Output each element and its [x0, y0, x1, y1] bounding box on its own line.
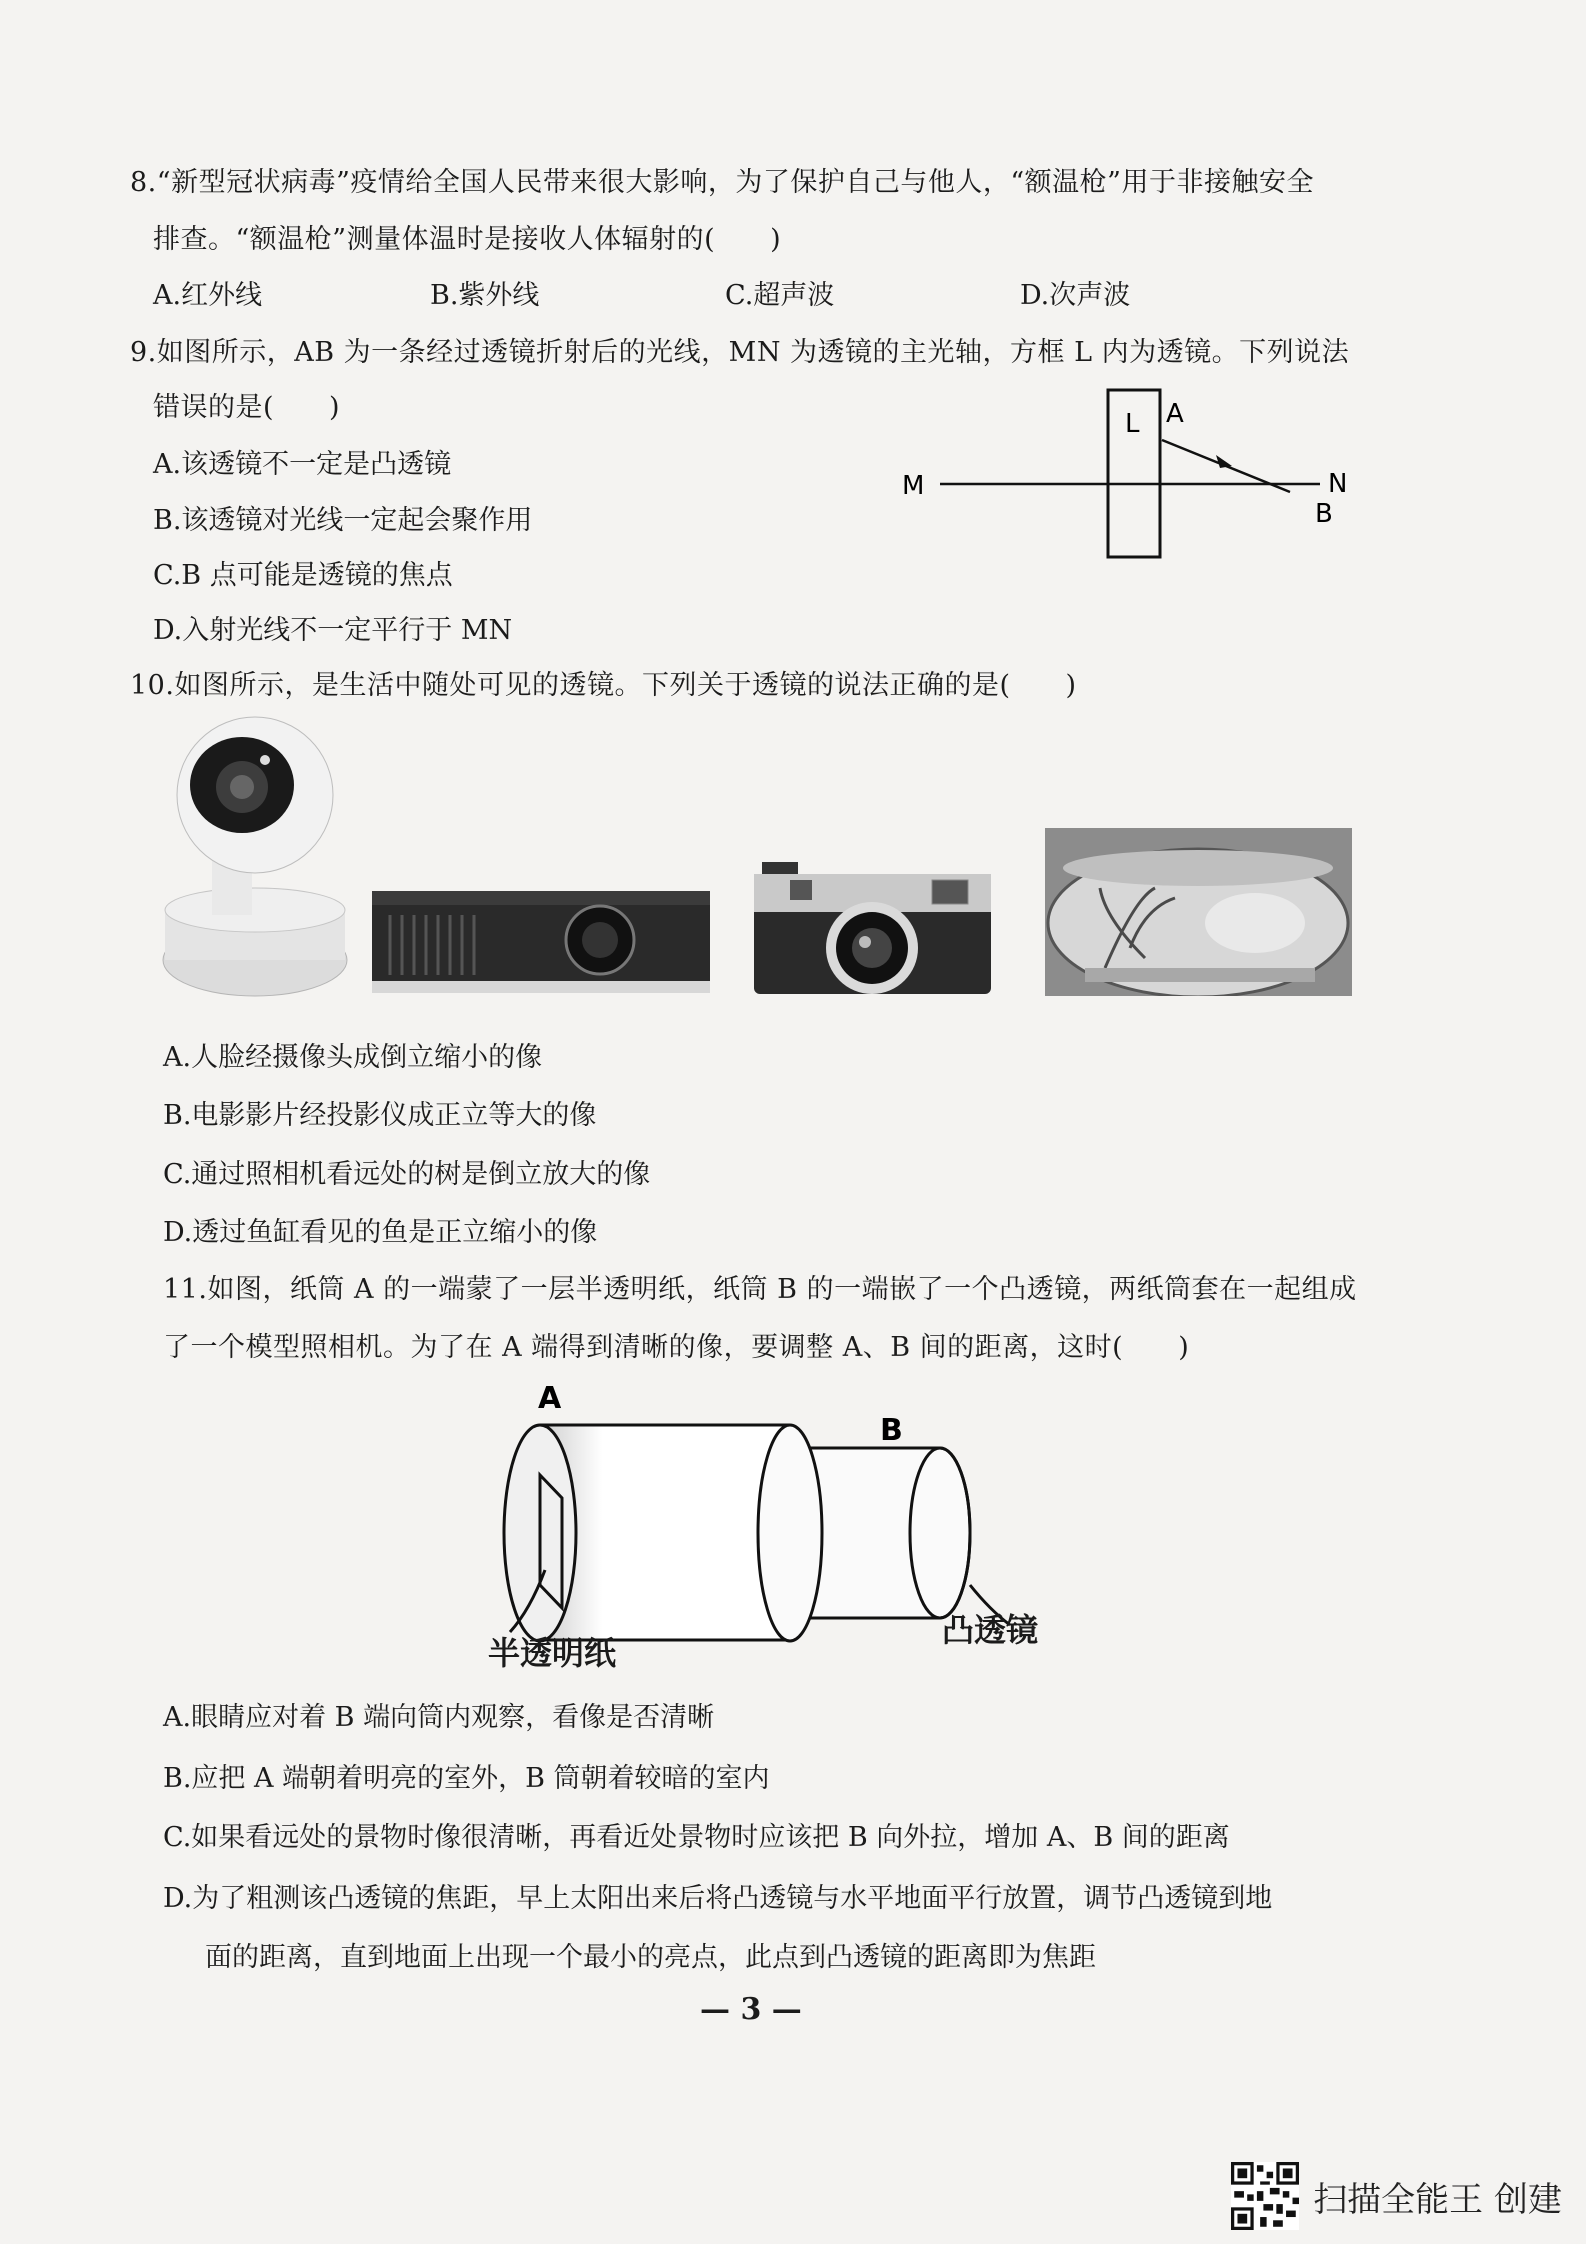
q11-stem-line1: 11.如图，纸筒 A 的一端蒙了一层半透明纸，纸筒 B 的一端嵌了一个凸透镜，两纸筒套在一起组成 — [163, 1274, 1357, 1305]
label-b: B — [1315, 499, 1333, 529]
q9-lens-diagram — [880, 380, 1360, 580]
q9-option-b: B.该透镜对光线一定起会聚作用 — [153, 505, 533, 536]
scanner-watermark — [1231, 2162, 1562, 2230]
q10-stem: 10.如图所示，是生活中随处可见的透镜。下列关于透镜的说法正确的是( ) — [130, 670, 1077, 701]
qr-code-icon — [1231, 2162, 1299, 2230]
q11-option-d-line2: 面的距离，直到地面上出现一个最小的亮点，此点到凸透镜的距离即为焦距 — [205, 1942, 1096, 1973]
q11-option-c: C.如果看远处的景物时像很清晰，再看近处景物时应该把 B 向外拉，增加 A、B 间的距离 — [163, 1822, 1230, 1853]
q10-option-c: C.通过照相机看远处的树是倒立放大的像 — [163, 1159, 651, 1190]
q8-stem-line2: 排查。“额温枪”测量体温时是接收人体辐射的( ) — [153, 224, 782, 255]
label-l: L — [1125, 409, 1140, 439]
label-translucent-paper: 半透明纸 — [488, 1634, 617, 1672]
q9-option-c: C.B 点可能是透镜的焦点 — [153, 560, 453, 591]
q11-option-b: B.应把 A 端朝着明亮的室外，B 筒朝着较暗的室内 — [163, 1763, 770, 1794]
label-a: A — [1166, 399, 1184, 429]
q8-option-b: B.紫外线 — [430, 280, 540, 311]
film-camera-photo — [750, 860, 995, 997]
q11-stem-line2: 了一个模型照相机。为了在 A 端得到清晰的像，要调整 A、B 间的距离，这时( ) — [163, 1332, 1190, 1363]
q10-option-b: B.电影影片经投影仪成正立等大的像 — [163, 1100, 597, 1131]
q9-option-d: D.入射光线不一定平行于 MN — [153, 615, 513, 646]
label-n: N — [1328, 469, 1348, 499]
q9-option-a: A.该透镜不一定是凸透镜 — [153, 449, 452, 480]
q8-option-c: C.超声波 — [725, 280, 835, 311]
fish-tank-photo — [1045, 828, 1352, 996]
scanner-credit-text: 扫描全能王 创建 — [1313, 2179, 1562, 2220]
face-camera-photo — [160, 715, 360, 997]
q9-stem-line2: 错误的是( ) — [153, 392, 341, 423]
q10-option-a: A.人脸经摄像头成倒立缩小的像 — [163, 1042, 543, 1073]
label-tube-a: A — [538, 1381, 562, 1416]
label-convex-lens: 凸透镜 — [942, 1611, 1039, 1649]
q8-option-a: A.红外线 — [153, 280, 263, 311]
label-tube-b: B — [880, 1413, 903, 1448]
q11-option-a: A.眼睛应对着 B 端向筒内观察，看像是否清晰 — [163, 1702, 715, 1733]
label-m: M — [902, 471, 925, 501]
q9-stem-line1: 9.如图所示，AB 为一条经过透镜折射后的光线，MN 为透镜的主光轴，方框 L 内为透镜。下列说法 — [130, 337, 1350, 368]
q10-option-d: D.透过鱼缸看见的鱼是正立缩小的像 — [163, 1217, 598, 1248]
page-number: — 3 — — [700, 1992, 802, 2027]
q8-option-d: D.次声波 — [1020, 280, 1131, 311]
ray-arrow-icon — [1216, 455, 1232, 468]
projector-photo — [370, 885, 712, 997]
q8-stem-line1: 8.“新型冠状病毒”疫情给全国人民带来很大影响，为了保护自己与他人，“额温枪”用于非接触安全 — [130, 167, 1314, 198]
q11-option-d-line1: D.为了粗测该凸透镜的焦距，早上太阳出来后将凸透镜与水平地面平行放置，调节凸透镜到地 — [163, 1883, 1273, 1914]
